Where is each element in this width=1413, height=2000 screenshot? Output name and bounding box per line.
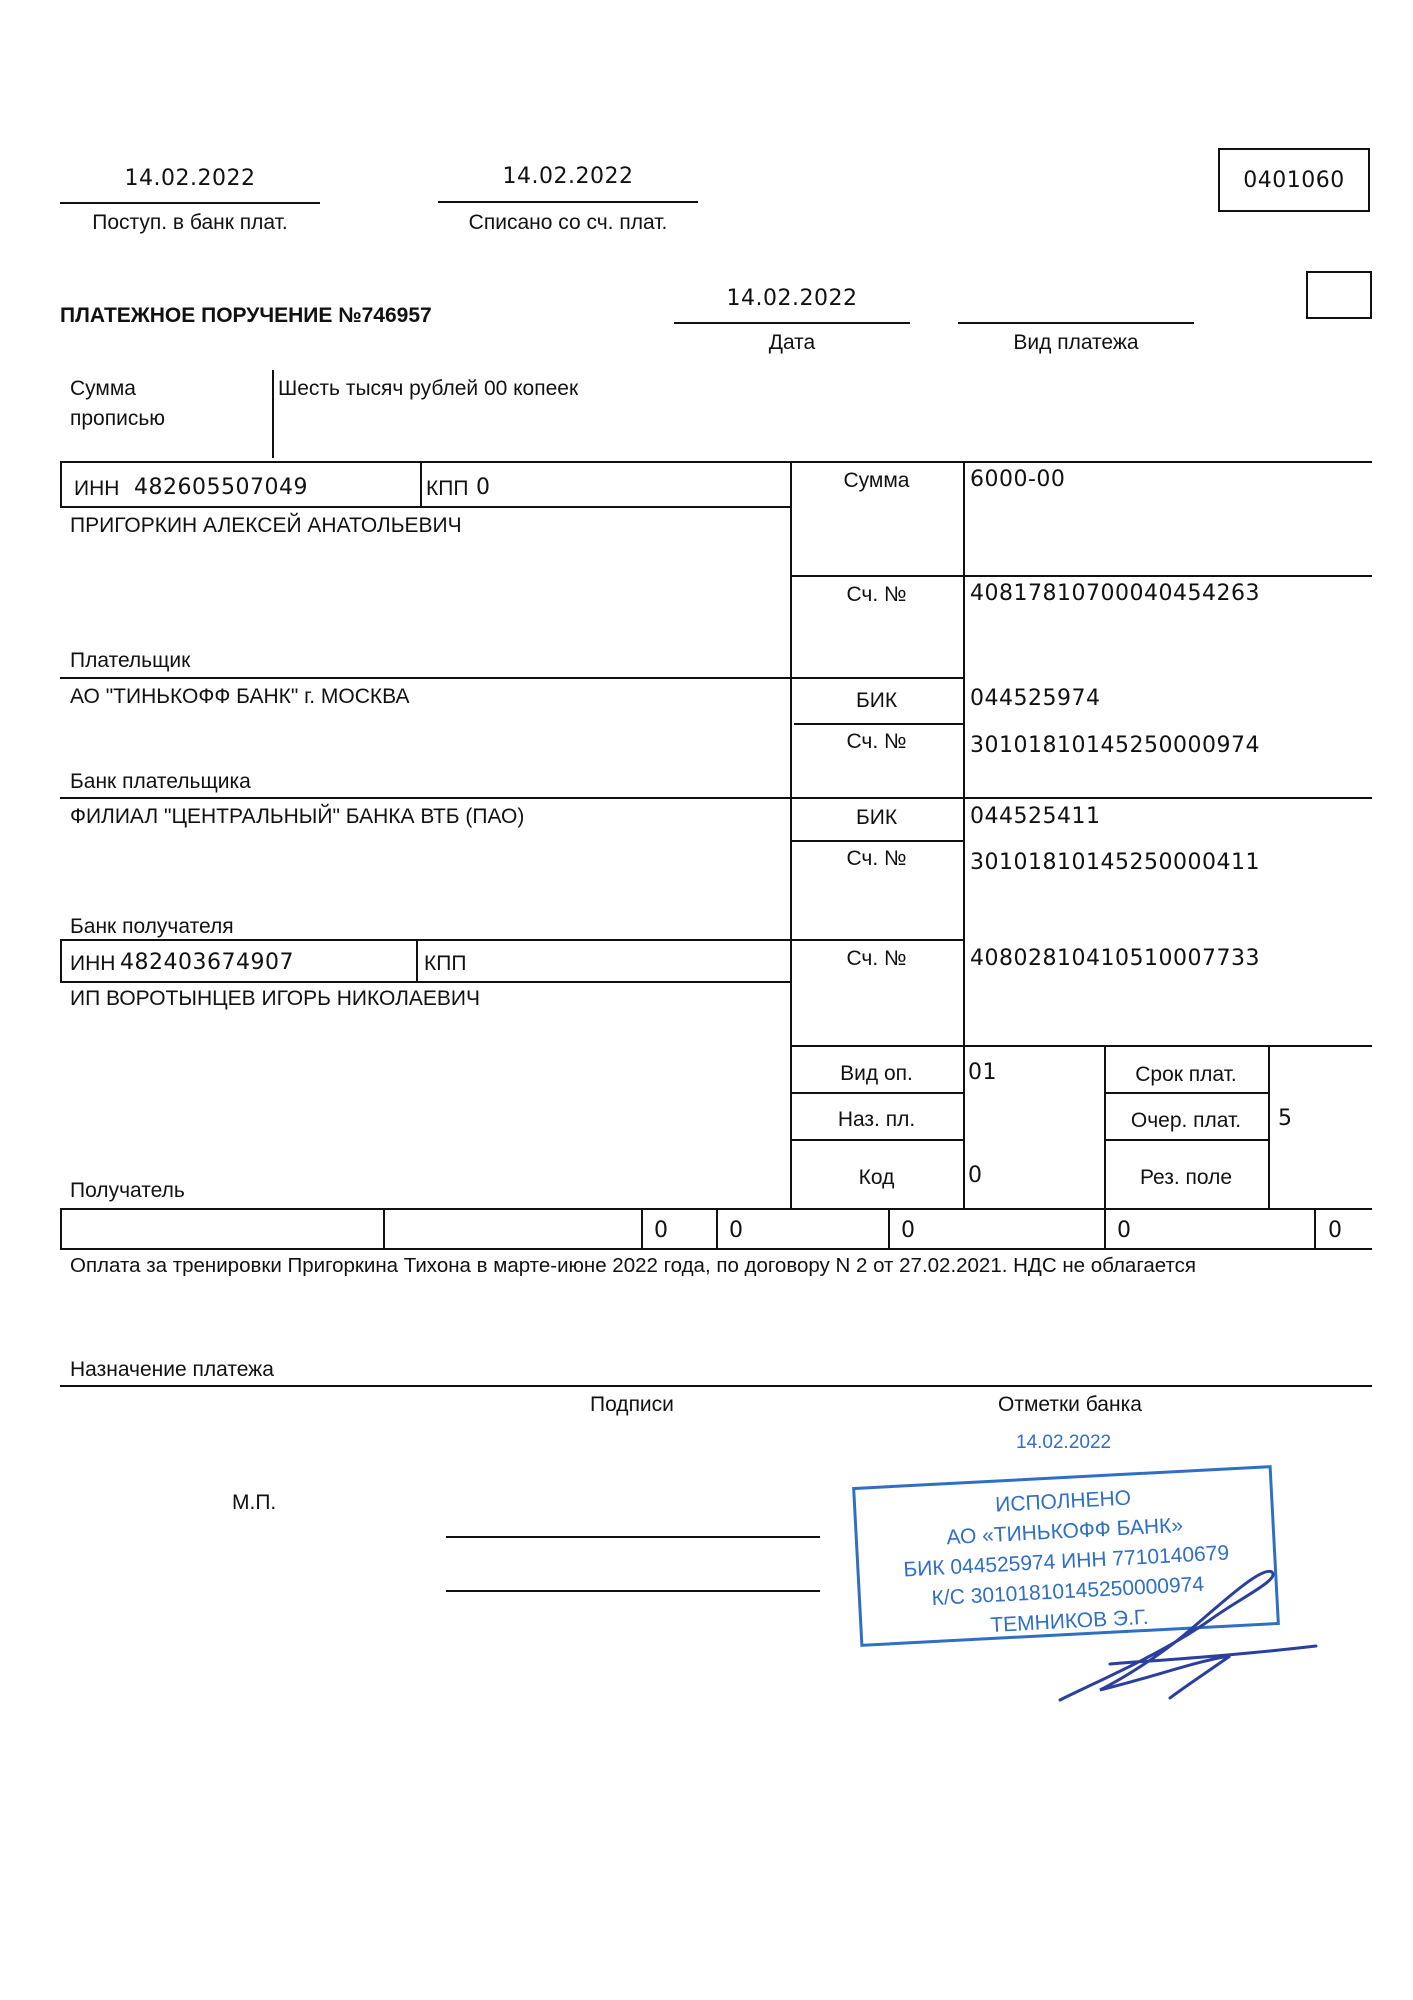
date-received-label: Поступ. в банк плат.: [92, 211, 288, 234]
recipient-inn: 482403674907: [120, 950, 294, 975]
recipient-bank-bik: 044525411: [970, 804, 1101, 829]
divider: [1314, 1208, 1316, 1248]
divider: [1268, 1045, 1270, 1208]
recipient-name: ИП ВОРОТЫНЦЕВ ИГОРЬ НИКОЛАЕВИЧ: [70, 987, 481, 1010]
ocher-label: Очер. плат.: [1130, 1109, 1242, 1132]
divider: [60, 1208, 62, 1248]
divider: [60, 1248, 1372, 1250]
divider: [790, 461, 792, 1208]
payer-kpp: 0: [476, 475, 491, 500]
amount-label: Сумма: [843, 469, 910, 492]
divider: [60, 202, 320, 204]
payer-bank-bik: 044525974: [970, 686, 1101, 711]
divider: [383, 1208, 385, 1248]
stamp-line-3: БИК 044525974 ИНН 7710140679: [902, 1541, 1230, 1582]
divider: [1104, 1092, 1268, 1094]
payer-bank-account: 30101810145250000974: [970, 733, 1260, 758]
recipient-bank-account: 30101810145250000411: [970, 850, 1260, 875]
bank-marks-label: Отметки банка: [998, 1393, 1142, 1416]
divider: [790, 1139, 963, 1141]
signature-scribble: [1040, 1560, 1340, 1710]
divider: [420, 461, 422, 506]
payer-bank-name: АО "ТИНЬКОФФ БАНК" г. МОСКВА: [70, 685, 410, 708]
recipient-bank-name: ФИЛИАЛ "ЦЕНТРАЛЬНЫЙ" БАНКА ВТБ (ПАО): [70, 805, 525, 828]
divider: [790, 840, 963, 842]
payer-name: ПРИГОРКИН АЛЕКСЕЙ АНАТОЛЬЕВИЧ: [70, 514, 462, 537]
recipient-bank-label: Банк получателя: [70, 915, 234, 938]
amount: 6000-00: [970, 467, 1066, 492]
form-code: 0401060: [1243, 168, 1345, 193]
divider: [716, 1208, 718, 1248]
payer-bank-bik-label: БИК: [855, 689, 898, 712]
ocher: 5: [1278, 1106, 1293, 1131]
payer-inn-label: ИНН: [74, 477, 120, 500]
signatures-label: Подписи: [590, 1393, 674, 1416]
amount-words-label-1: Сумма: [70, 377, 136, 400]
divider: [641, 1208, 643, 1248]
signature-line-2: [446, 1590, 820, 1592]
payer-bank-account-label: Сч. №: [846, 730, 907, 753]
purpose-text: Оплата за тренировки Пригоркина Тихона в марте-июне 2022 года, по договору N 2 от 27.02.2021. НДС не облагается: [70, 1254, 1196, 1277]
payer-account-label: Сч. №: [846, 583, 907, 606]
divider: [888, 1208, 890, 1248]
date-debited-label: Списано со сч. плат.: [468, 211, 668, 234]
divider: [60, 939, 62, 981]
signature-stroke: [1060, 1571, 1316, 1700]
naz-pl-label: Наз. пл.: [837, 1108, 916, 1131]
tax-field-5: 0: [901, 1218, 916, 1243]
kod: 0: [968, 1163, 983, 1188]
srok-label: Срок плат.: [1135, 1063, 1237, 1086]
divider: [1104, 1208, 1106, 1248]
tax-field-6: 0: [1117, 1218, 1132, 1243]
divider: [60, 797, 1372, 799]
divider: [416, 939, 418, 981]
purpose-label: Назначение платежа: [70, 1358, 274, 1381]
date-received: 14.02.2022: [124, 166, 256, 191]
divider: [60, 461, 1372, 463]
divider: [60, 1385, 1372, 1387]
payer-bank-label: Банк плательщика: [70, 770, 251, 793]
stamp-line-1: ИСПОЛНЕНО: [994, 1486, 1132, 1517]
divider: [272, 370, 274, 458]
stamp-line-4: К/С 30101810145250000974: [931, 1572, 1205, 1611]
vid-op-label: Вид оп.: [840, 1062, 913, 1085]
divider: [60, 461, 62, 506]
recipient-inn-label: ИНН: [70, 952, 116, 975]
divider: [674, 322, 910, 324]
divider: [438, 201, 698, 203]
stamp-line-2: АО «ТИНЬКОФФ БАНК»: [945, 1513, 1184, 1550]
recipient-bank-bik-label: БИК: [855, 806, 898, 829]
amount-words: Шесть тысяч рублей 00 копеек: [278, 377, 579, 400]
divider: [794, 723, 963, 725]
divider: [60, 939, 963, 941]
divider: [1104, 1139, 1268, 1141]
divider: [60, 506, 790, 508]
tax-field-4: 0: [729, 1218, 744, 1243]
stamp-line-5: ТЕМНИКОВ Э.Г.: [989, 1605, 1150, 1638]
tax-field-7: 0: [1328, 1218, 1343, 1243]
order-title: ПЛАТЕЖНОЕ ПОРУЧЕНИЕ №746957: [60, 304, 432, 327]
form-code-box: [1218, 148, 1370, 212]
payer-kpp-label: КПП: [426, 477, 469, 500]
recipient-bank-account-label: Сч. №: [846, 847, 907, 870]
recipient-label: Получатель: [70, 1179, 185, 1202]
recipient-account-label: Сч. №: [846, 947, 907, 970]
date-debited: 14.02.2022: [502, 164, 634, 189]
rez-label: Рез. поле: [1139, 1166, 1233, 1189]
payment-type-label: Вид платежа: [1013, 331, 1139, 354]
vid-op: 01: [968, 1060, 997, 1085]
divider: [790, 1092, 963, 1094]
priority-box: [1306, 271, 1372, 319]
divider: [60, 981, 790, 983]
payer-label: Плательщик: [70, 649, 191, 672]
divider: [790, 575, 1372, 577]
tax-field-3: 0: [654, 1218, 669, 1243]
recipient-account: 40802810410510007733: [970, 946, 1260, 971]
recipient-kpp-label: КПП: [424, 952, 467, 975]
bank-mark-date: 14.02.2022: [1016, 1432, 1112, 1453]
payer-account: 40817810700040454263: [970, 581, 1260, 606]
divider: [60, 677, 963, 679]
divider: [958, 322, 1194, 324]
order-date-label: Дата: [768, 331, 816, 354]
payer-inn: 482605507049: [134, 475, 308, 500]
amount-words-label-2: прописью: [70, 407, 166, 430]
mp-label: М.П.: [232, 1491, 277, 1514]
signature-line-1: [446, 1536, 820, 1538]
order-date: 14.02.2022: [726, 286, 858, 311]
divider: [963, 461, 965, 1208]
divider: [790, 1045, 1372, 1047]
kod-label: Код: [858, 1166, 895, 1189]
